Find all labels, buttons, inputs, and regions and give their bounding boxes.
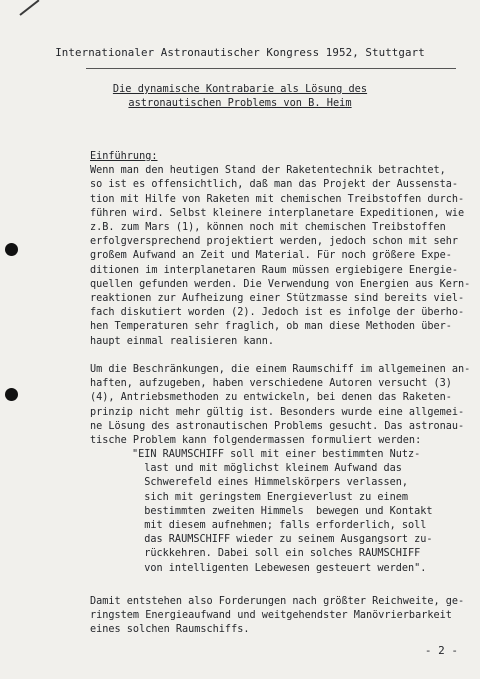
body-section bbox=[90, 150, 471, 448]
text-line: Damit entstehen also Forderungen nach größter Reichweite, ge- bbox=[90, 596, 465, 607]
text-line: prinzip nicht mehr gültig ist. Besonders wurde eine allgemei- bbox=[90, 406, 465, 418]
text-line: großem Aufwand an Zeit und Material. Für noch größere Expe- bbox=[90, 250, 452, 262]
conference-header: Internationaler Astronautischer Kongress 1952, Stuttgart bbox=[55, 46, 425, 59]
text-line: z.B. zum Mars (1), können noch mit chemischen Treibstoffen bbox=[90, 222, 446, 234]
pen-mark bbox=[19, 0, 39, 16]
title-line: Die dynamische Kontrabarie als Lösung des bbox=[112, 83, 368, 95]
closing-paragraph bbox=[90, 595, 465, 638]
problem-quote bbox=[132, 448, 462, 576]
title-line: astronautischen Problems von B. Heim bbox=[128, 97, 352, 109]
quote-line: sich mit geringstem Energieverlust zu einem bbox=[132, 491, 409, 503]
text-line: reaktionen zur Aufheizung einer Stützmasse sind bereits viel- bbox=[90, 293, 465, 305]
text-line: eines solchen Raumschiffs. bbox=[90, 624, 250, 636]
text-line: erfolgversprechend projektiert werden, jedoch schon mit sehr bbox=[90, 236, 459, 248]
quote-line: von intelligenten Lebewesen gesteuert werden". bbox=[132, 562, 427, 574]
text-line: fach diskutiert worden (2). Jedoch ist es infolge der überho- bbox=[90, 307, 465, 319]
text-line: ne Lösung des astronautischen Problems gesucht. Das astronau- bbox=[90, 420, 465, 432]
text-line: so ist es offensichtlich, daß man das Projekt der Aussensta- bbox=[90, 179, 459, 191]
quote-line: last und mit möglichst kleinem Aufwand das bbox=[132, 463, 402, 475]
page-number: - 2 - bbox=[424, 644, 458, 657]
punch-hole bbox=[5, 388, 18, 401]
text-line: haupt einmal realisieren kann. bbox=[90, 335, 275, 347]
section-heading: Einführung: bbox=[90, 151, 158, 162]
text-line: ditionen im interplanetaren Raum müssen ergiebigere Energie- bbox=[90, 264, 459, 276]
header-rule bbox=[86, 68, 456, 69]
text-line: Wenn man den heutigen Stand der Raketentechnik betrachtet, bbox=[90, 165, 446, 177]
quote-line: das RAUMSCHIFF wieder zu seinem Ausgangsort zu- bbox=[132, 534, 433, 546]
text-line: (4), Antriebsmethoden zu entwickeln, bei denen das Raketen- bbox=[90, 392, 452, 404]
text-line: quellen gefunden werden. Die Verwendung von Energien aus Kern- bbox=[90, 278, 471, 290]
quote-line: "EIN RAUMSCHIFF soll mit einer bestimmten Nutz- bbox=[132, 449, 421, 460]
text-line: haften, aufzugeben, haben verschiedene Autoren versucht (3) bbox=[90, 378, 452, 390]
text-line: führen wird. Selbst kleinere interplanetare Expeditionen, wie bbox=[90, 207, 465, 219]
text-line: ringstem Energieaufwand und weitgehendster Manövrierbarkeit bbox=[90, 610, 452, 622]
paper-title bbox=[0, 82, 480, 110]
text-line: hen Temperaturen sehr fraglich, ob man diese Methoden über- bbox=[90, 321, 452, 333]
quote-line: mit diesem aufnehmen; falls erforderlich, soll bbox=[132, 520, 427, 532]
quote-line: bestimmten zweiten Himmels bewegen und Kontakt bbox=[132, 505, 433, 517]
text-line: tische Problem kann folgendermassen formuliert werden: bbox=[90, 435, 422, 447]
punch-hole bbox=[5, 243, 18, 256]
text-line: Um die Beschränkungen, die einem Raumschiff im allgemeinen an- bbox=[90, 364, 471, 376]
text-line: tion mit Hilfe von Raketen mit chemischen Treibstoffen durch- bbox=[90, 193, 465, 205]
quote-line: rückkehren. Dabei soll ein solches RAUMSCHIFF bbox=[132, 548, 421, 560]
quote-line: Schwerefeld eines Himmelskörpers verlassen, bbox=[132, 477, 409, 489]
